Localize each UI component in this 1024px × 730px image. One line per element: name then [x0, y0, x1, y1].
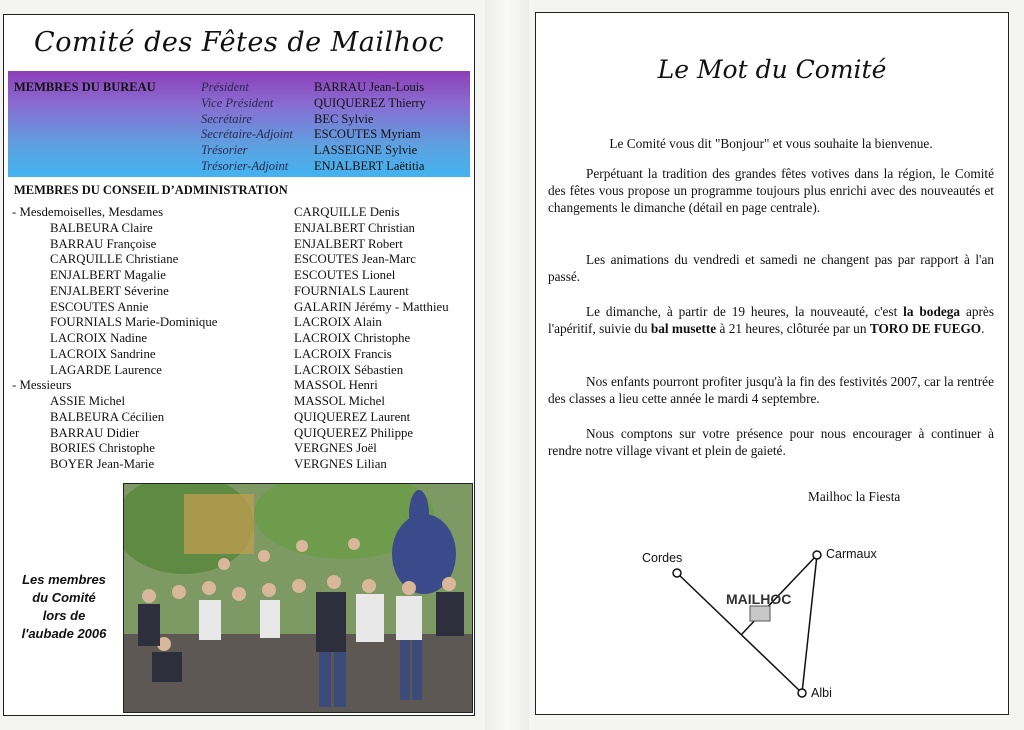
member-name: ASSIE Michel	[50, 394, 126, 408]
bal-musette-text: bal musette	[650, 321, 717, 336]
bureau-panel	[8, 71, 470, 177]
right-page	[535, 12, 1009, 715]
bodega-text: la bodega	[903, 304, 961, 319]
member-name: BORIES Christophe	[50, 441, 155, 456]
map-label-albi: Albi	[811, 686, 832, 700]
member-name: ENJALBERT Séverine	[50, 283, 169, 298]
map-lines	[536, 13, 1010, 716]
member-name: ESCOUTES Lionel	[294, 268, 396, 282]
member-name: GALARIN Jérémy - Matthieu	[294, 299, 449, 314]
map-label-carmaux: Carmaux	[826, 547, 877, 561]
bureau-role: Trésorier	[201, 143, 248, 158]
caption-line: du Comité	[32, 590, 96, 605]
member-name: FOURNIALS Laurent	[294, 283, 409, 298]
member-name: ESCOUTES Annie	[50, 299, 149, 314]
member-name: BALBEURA Cécilien	[50, 409, 165, 424]
bureau-member: QUIQUEREZ Thierry	[314, 95, 426, 110]
group-photo-illustration	[124, 484, 473, 713]
bureau-member: ESCOUTES Myriam	[314, 127, 421, 142]
bureau-heading: MEMBRES DU BUREAU	[14, 80, 156, 94]
member-name: BARRAU Françoise	[50, 236, 157, 251]
member-name: QUIQUEREZ Philippe	[294, 425, 414, 440]
member-name: QUIQUEREZ Laurent	[294, 409, 411, 424]
signature: Mailhoc la Fiesta	[808, 489, 901, 504]
bureau-roles	[201, 80, 293, 175]
member-name: ENJALBERT Magalie	[50, 268, 166, 282]
member-name: BALBEURA Claire	[50, 220, 153, 235]
member-name: ESCOUTES Jean-Marc	[294, 252, 416, 267]
bureau-role: Secrétaire	[201, 111, 252, 126]
toro-de-fuego-text: TORO DE FUEGO	[869, 321, 982, 336]
caption-line: lors de	[42, 608, 86, 623]
conseil-column-1	[12, 205, 217, 473]
bureau-role: Président	[201, 80, 249, 94]
map-label-cordes: Cordes	[642, 551, 683, 565]
bureau-members	[314, 80, 426, 175]
left-page	[3, 14, 475, 716]
member-name: ENJALBERT Robert	[294, 236, 403, 251]
member-name: LACROIX Nadine	[50, 331, 148, 345]
committee-title: Comité des Fêtes de Mailhoc	[34, 27, 444, 58]
albi-marker	[798, 689, 806, 697]
member-name: CARQUILLE Denis	[294, 205, 400, 219]
member-name: BOYER Jean-Marie	[50, 457, 155, 471]
enfants-paragraph: Nos enfants pourront profiter jusqu'à la fin des festivités 2007, car la rentrée des classes a lieu cette année le mardi 4 septembre.	[548, 374, 994, 406]
bureau-role: Secrétaire-Adjoint	[201, 127, 293, 142]
conseil-column-2	[294, 205, 449, 473]
member-name: LACROIX Christophe	[294, 331, 411, 345]
bureau-role: Trésorier-Adjoint	[201, 158, 289, 173]
dimanche-text: .	[981, 321, 985, 336]
map-label-mailhoc: MAILHOC	[726, 591, 792, 607]
member-name: LACROIX Sébastien	[294, 362, 404, 377]
bureau-member: BARRAU Jean-Louis	[314, 80, 425, 94]
bureau-role: Vice Président	[201, 95, 274, 110]
bureau-member: ENJALBERT Laëtitia	[314, 158, 425, 173]
member-name: LAGARDE Laurence	[50, 362, 162, 377]
dimanche-text: Le dimanche, à partir de 19 heures, la nouveauté, c'est	[586, 304, 904, 319]
member-name: MASSOL Henri	[294, 378, 378, 393]
photo-caption	[8, 571, 120, 643]
tradition-paragraph: Perpétuant la tradition des grandes fêtes votives dans la région, le Comité des fêtes vous propose un programme toujours plus enrichi avec des nouveautés et changements le dimanche (détail en page centrale).	[548, 166, 994, 215]
member-name: LACROIX Francis	[294, 346, 392, 361]
bureau-member: BEC Sylvie	[314, 111, 374, 126]
cordes-marker	[673, 569, 681, 577]
member-name: BARRAU Didier	[50, 425, 140, 440]
mailhoc-marker	[750, 606, 770, 621]
member-name: MASSOL Michel	[294, 394, 385, 408]
presence-paragraph: Nous comptons sur votre présence pour nous encourager à continuer à rendre notre village vivant et plein de gaieté.	[548, 426, 994, 458]
women-heading: - Mesdemoiselles, Mesdames	[12, 205, 164, 219]
member-name: LACROIX Alain	[294, 315, 382, 330]
page-fold	[485, 0, 529, 730]
member-name: LACROIX Sandrine	[50, 346, 156, 361]
caption-line: Les membres	[22, 572, 106, 587]
mot-du-comite-title: Le Mot du Comité	[657, 55, 887, 84]
group-photo	[123, 483, 473, 713]
caption-line: l'aubade 2006	[21, 626, 107, 641]
bureau-member: LASSEIGNE Sylvie	[314, 143, 418, 158]
member-name: VERGNES Lilian	[294, 457, 387, 471]
member-name: FOURNIALS Marie-Dominique	[50, 315, 218, 330]
member-name: CARQUILLE Christiane	[50, 252, 179, 267]
men-heading: - Messieurs	[12, 378, 72, 393]
animations-paragraph: Les animations du vendredi et samedi ne changent pas par rapport à l'an passé.	[548, 252, 994, 284]
carmaux-marker	[813, 551, 821, 559]
member-name: ENJALBERT Christian	[294, 220, 415, 235]
dimanche-text: à 21 heures, clôturée par un	[716, 321, 870, 336]
member-name: VERGNES Joël	[294, 441, 377, 456]
conseil-heading: MEMBRES DU CONSEIL D’ADMINISTRATION	[14, 183, 288, 197]
welcome-paragraph: Le Comité vous dit "Bonjour" et vous souhaite la bienvenue.	[609, 136, 933, 151]
dimanche-text: après l'apéritif, suivie du	[548, 304, 994, 336]
